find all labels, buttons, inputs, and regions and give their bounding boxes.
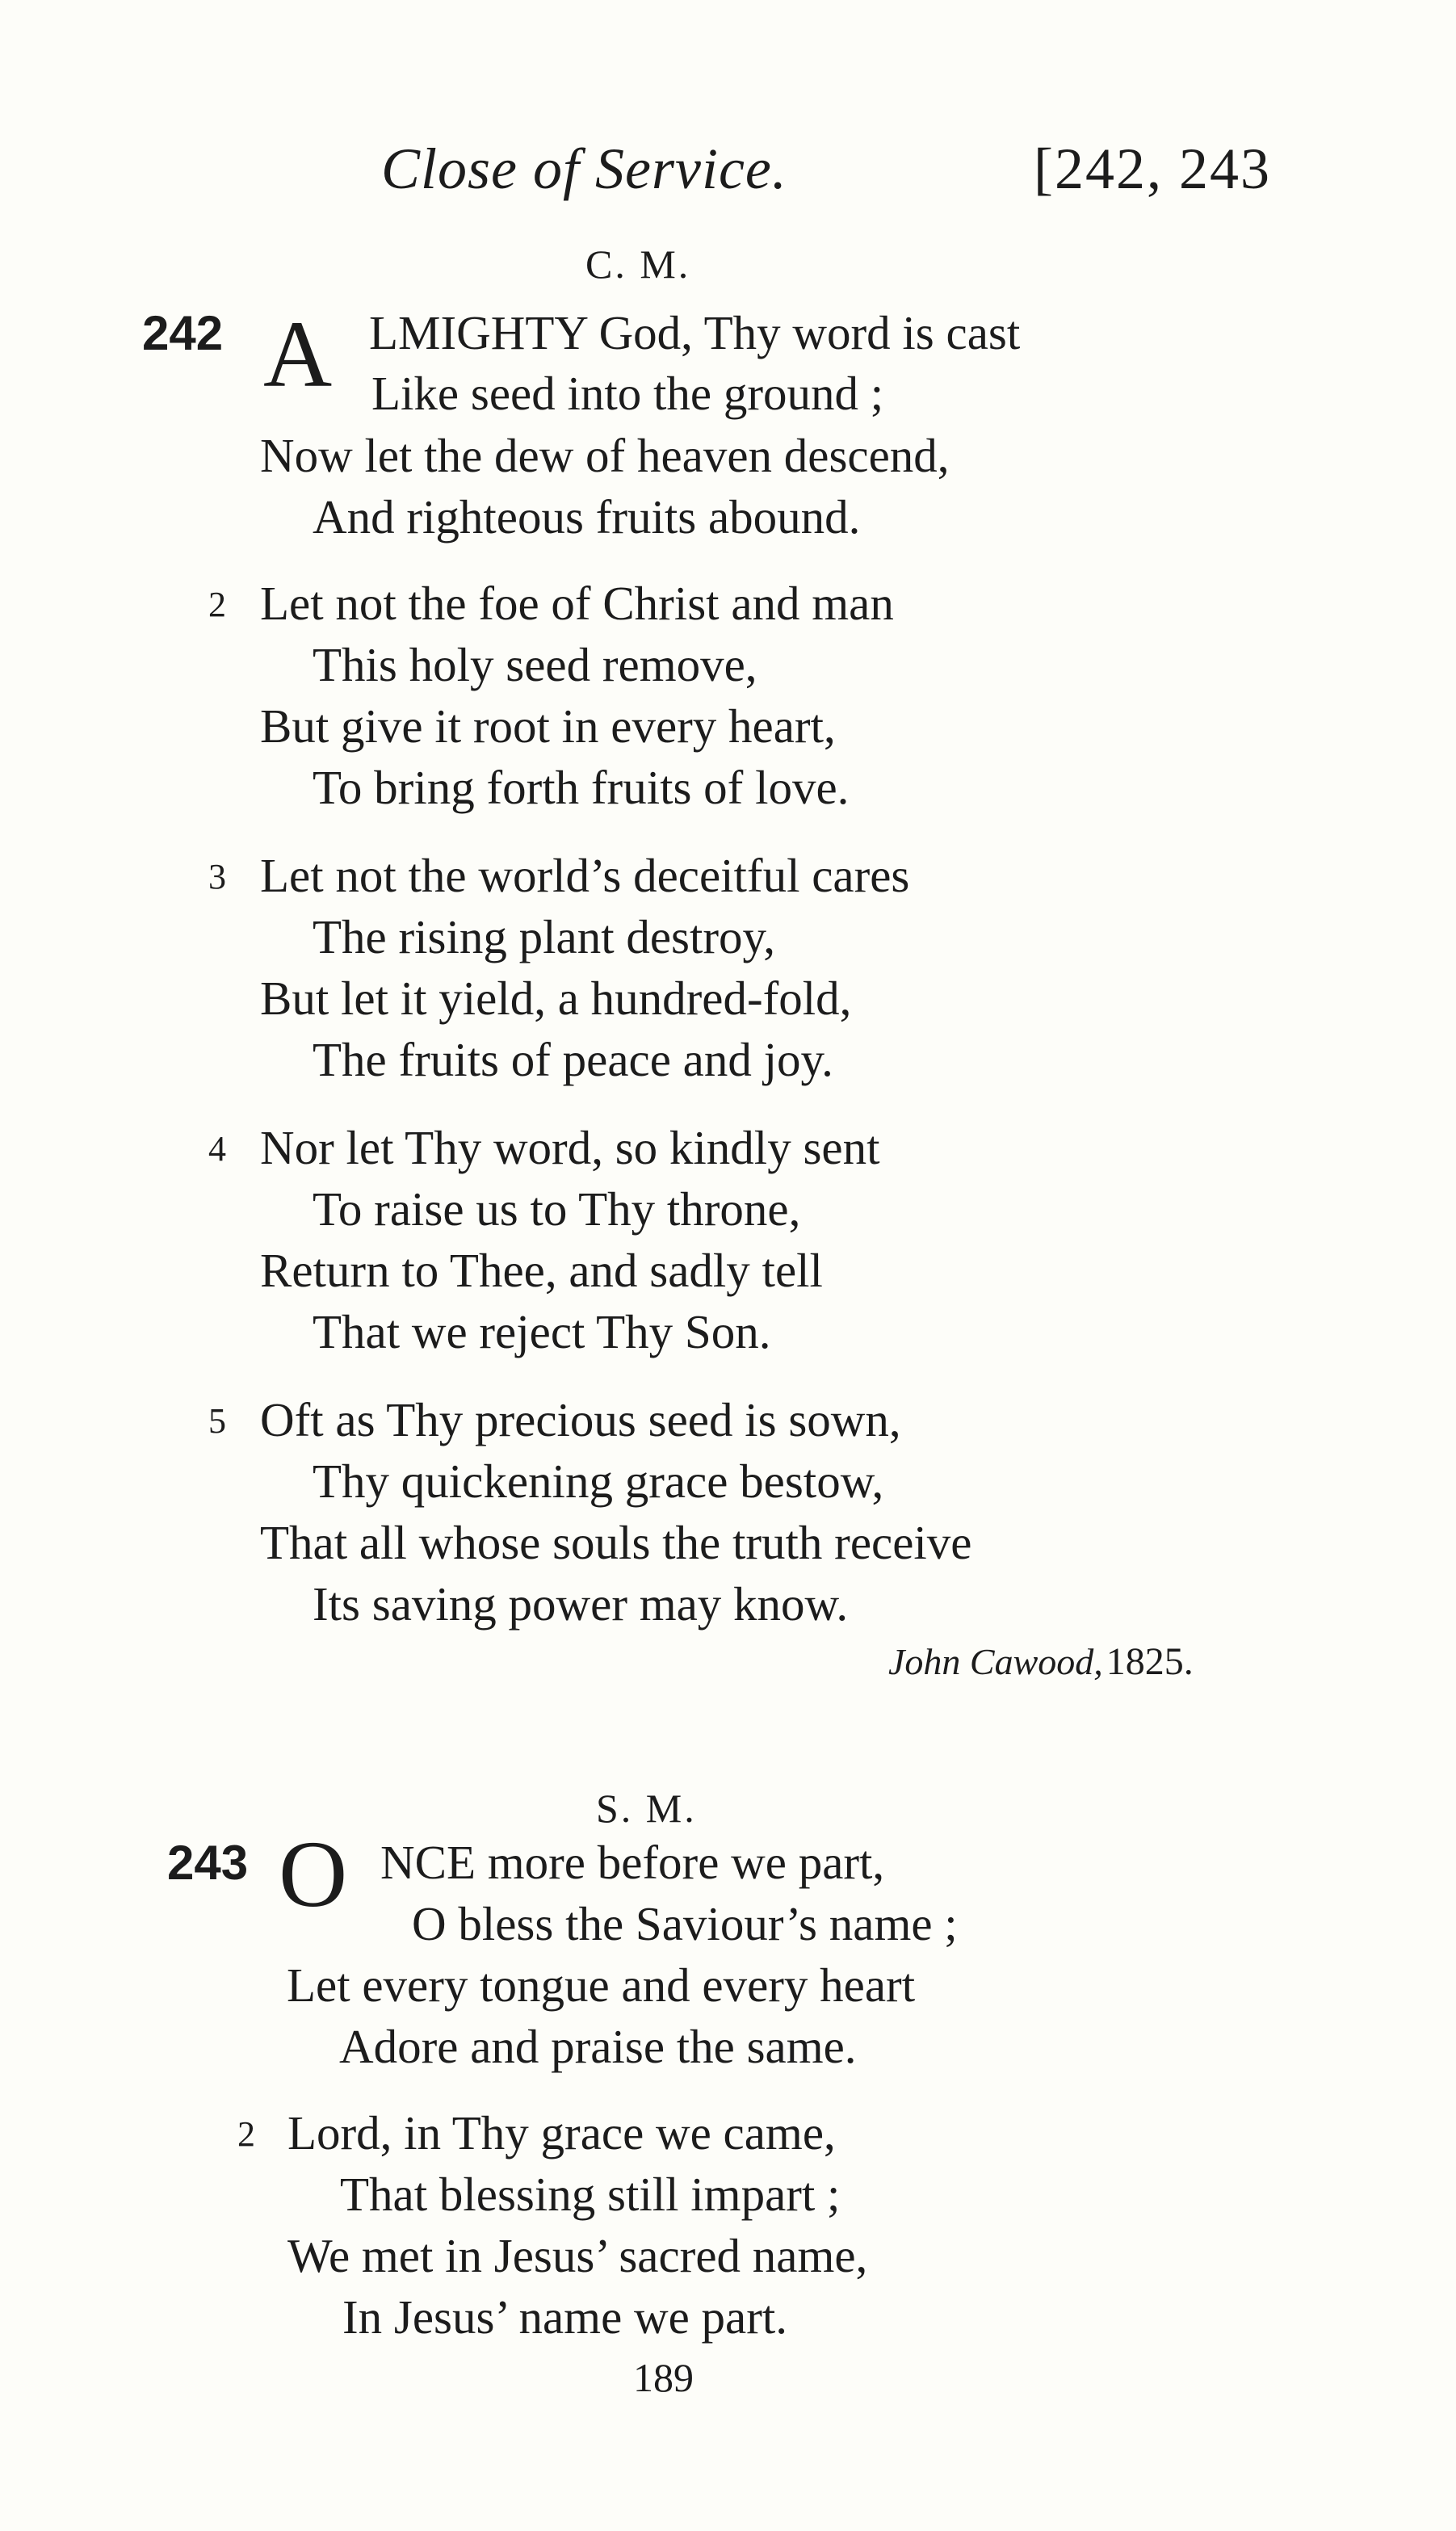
verse-line: Thy quickening grace bestow, [313,1454,884,1508]
verse-line: To bring forth fruits of love. [313,761,850,814]
verse-line: In Jesus’ name we part. [342,2290,788,2344]
hymn-243-number: 243 [167,1836,249,1890]
verse-number: 2 [237,2114,255,2154]
verse-line: To raise us to Thy throne, [313,1182,801,1236]
verse-line: Let not the world’s deceitful cares [260,849,910,902]
author-year: 1825. [1106,1640,1194,1683]
verse-line: That blessing still impart ; [340,2168,841,2221]
hymn-243-meter: S. M. [596,1786,697,1831]
hymn-242-line-4: And righteous fruits abound. [313,490,861,544]
hymn-243-line-2: O bless the Saviour’s name ; [412,1897,958,1950]
author-name: John Cawood, [888,1641,1103,1682]
hymn-range: [242, 243 [1034,136,1271,201]
verse-line: Lord, in Thy grace we came, [287,2106,836,2160]
verse-line: Nor let Thy word, so kindly sent [260,1121,880,1174]
verse-number: 2 [208,585,226,624]
hymn-242-line-2: Like seed into the ground ; [371,367,884,420]
hymn-243-line-3: Let every tongue and every heart [287,1958,916,2012]
verse-line: Return to Thee, and sadly tell [260,1244,823,1297]
verse-line: Its saving power may know. [313,1577,849,1631]
verse-line: The fruits of peace and joy. [313,1033,833,1086]
verse-number: 5 [208,1401,226,1441]
page-number: 189 [633,2355,694,2400]
verse-line: That we reject Thy Son. [313,1305,771,1358]
verse-line: We met in Jesus’ sacred name, [287,2229,868,2282]
verse-line: This holy seed remove, [313,638,757,691]
verse-line: But let it yield, a hundred-fold, [260,972,852,1025]
hymn-242-line-1: LMIGHTY God, Thy word is cast [369,306,1021,359]
hymn-242-number: 242 [142,306,224,360]
verse-number: 3 [208,857,226,896]
running-title: Close of Service. [381,136,787,201]
verse-line: That all whose souls the truth receive [260,1516,972,1569]
hymn-242-line-3: Now let the dew of heaven descend, [260,429,950,482]
verse-line: The rising plant destroy, [313,910,775,963]
hymn-243-line-4: Adore and praise the same. [339,2020,857,2073]
verse-line: Oft as Thy precious seed is sown, [260,1393,901,1446]
verse-line: Let not the foe of Christ and man [260,577,894,630]
hymn-243-line-1: NCE more before we part, [380,1836,885,1889]
hymn-242-attribution [888,1639,1194,1684]
hymn-242-dropcap: A [263,301,333,407]
hymn-242-meter: C. M. [585,241,691,287]
hymn-243-dropcap: O [279,1821,348,1927]
verse-number: 4 [208,1129,226,1169]
verse-line: But give it root in every heart, [260,699,836,753]
